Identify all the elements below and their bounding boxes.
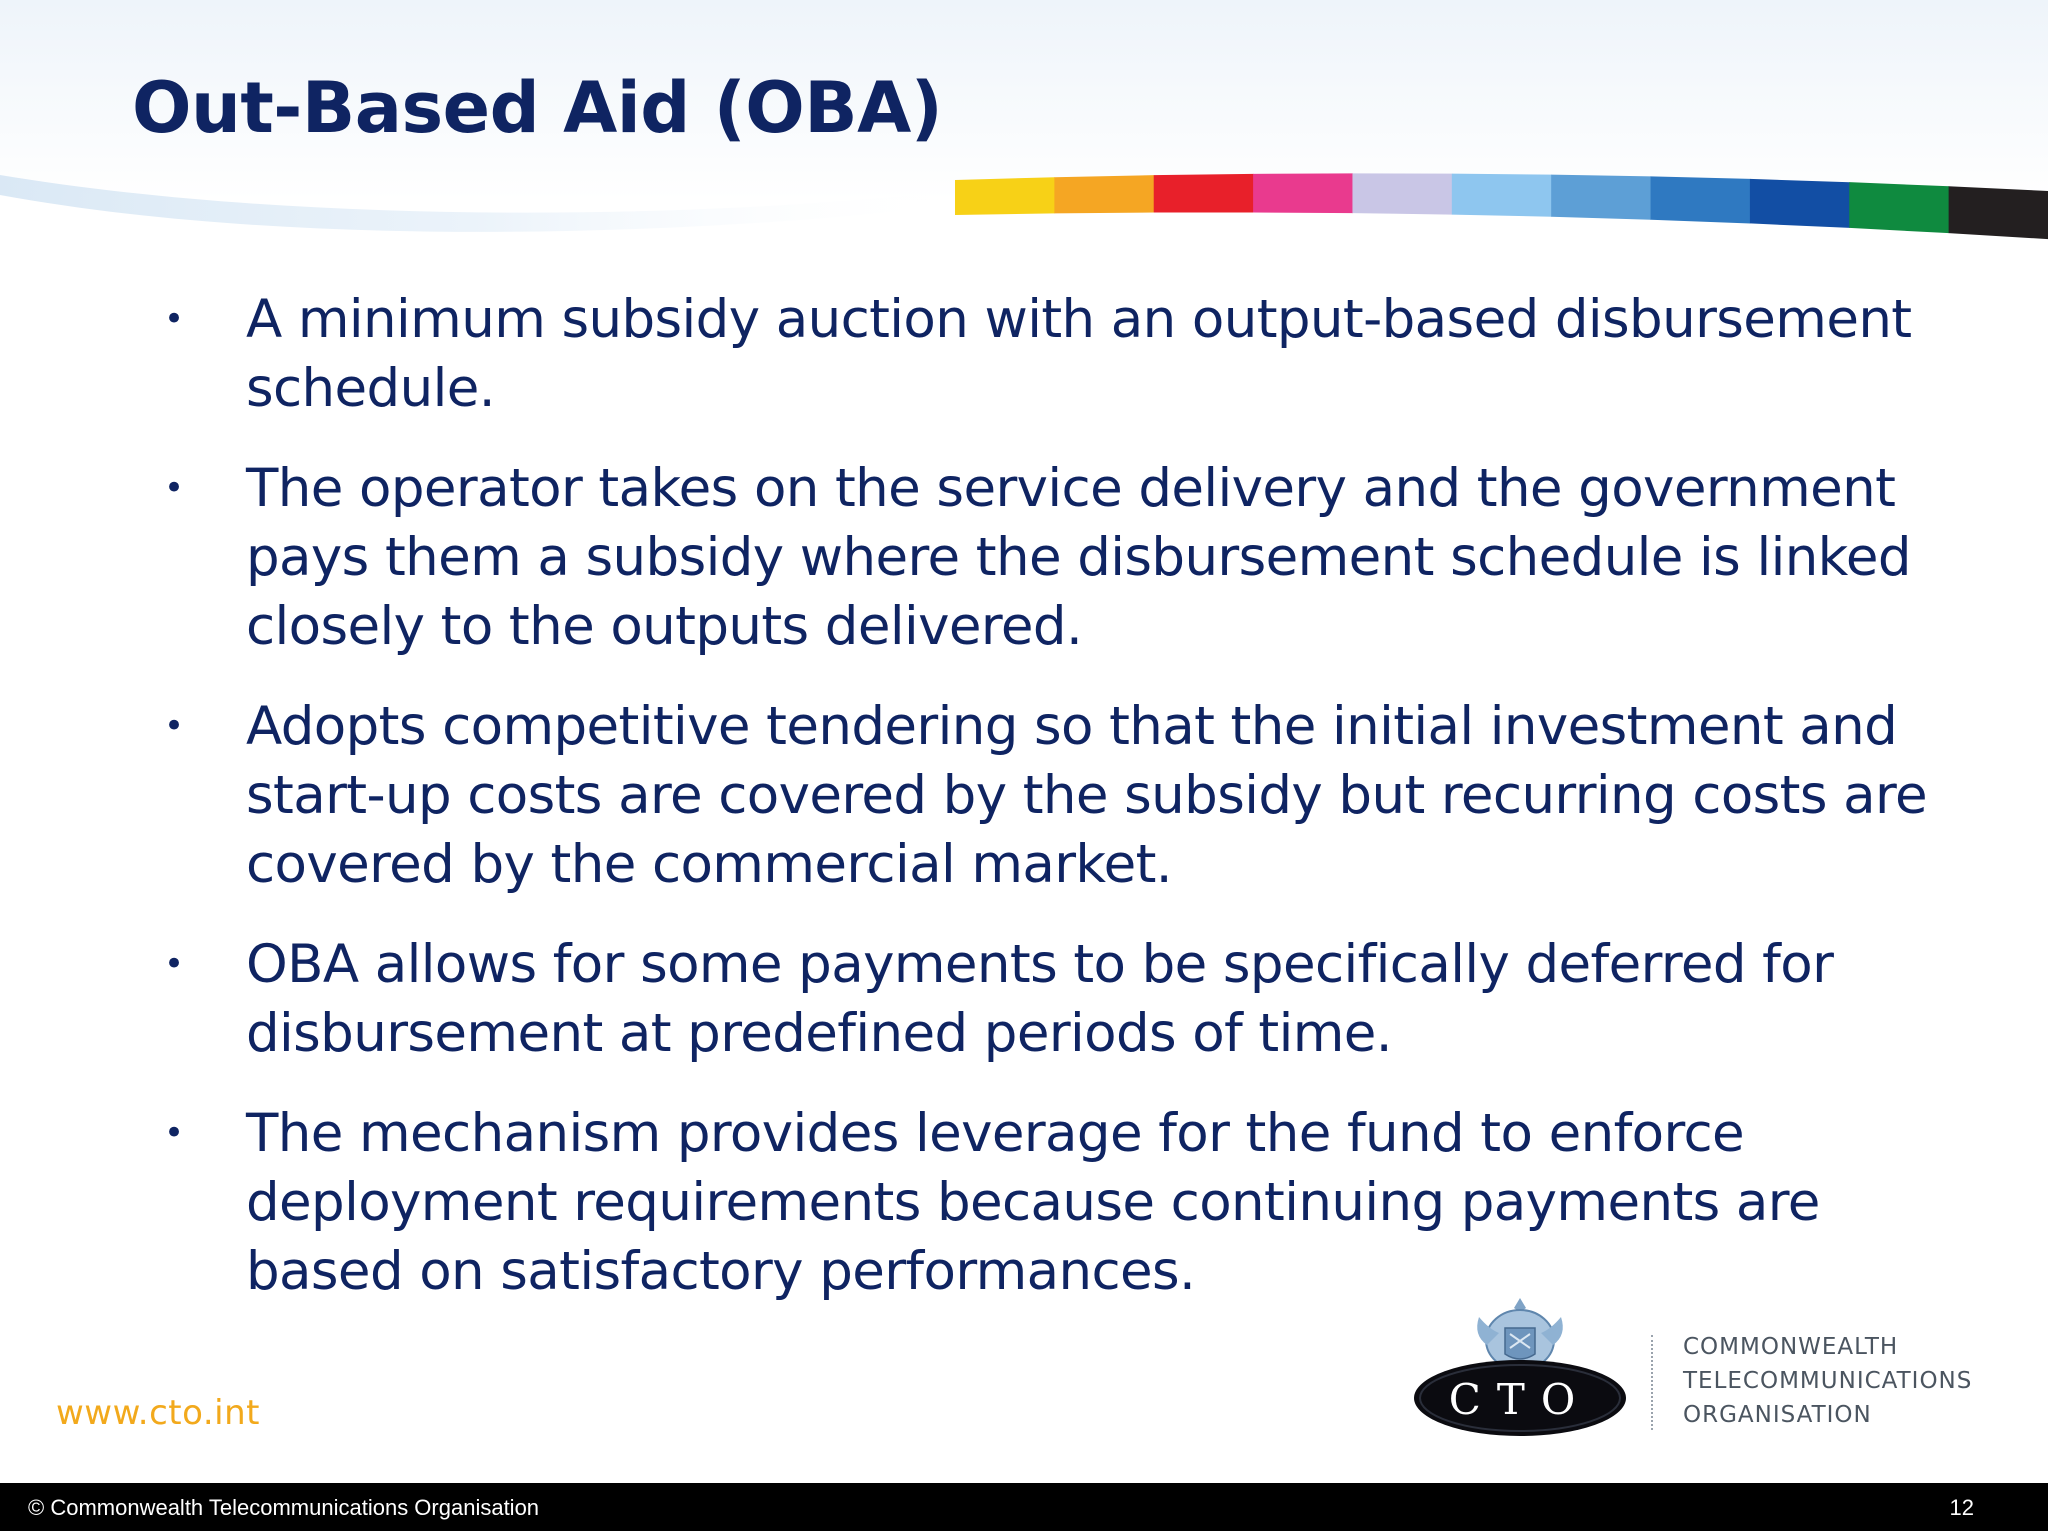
website-link[interactable]: www.cto.int (56, 1393, 260, 1433)
org-name (1683, 1330, 1972, 1432)
org-line: TELECOMMUNICATIONS (1683, 1368, 1973, 1394)
bullet-text: The mechanism provides leverage for the fund to enforce deployment requirements because continuing payments are based on satisfactory performances. (246, 1103, 1820, 1302)
color-band-segment (1253, 173, 1353, 213)
color-band-segment (1154, 174, 1254, 213)
color-band-segment (1949, 186, 2048, 239)
bullet-item (160, 930, 1940, 1068)
color-band-segment (1551, 175, 1651, 220)
bullet-marker: • (164, 299, 184, 339)
slide-title: Out-Based Aid (OBA) (132, 67, 943, 149)
bullet-text: OBA allows for some payments to be specifically deferred for disbursement at predefined periods of time. (246, 934, 1834, 1064)
bullet-item (160, 285, 1940, 423)
logo-divider (1651, 1335, 1653, 1430)
bullet-item (160, 1099, 1940, 1306)
color-band-segment (1849, 182, 1949, 233)
footer-bar (0, 1483, 2048, 1531)
bullet-list (160, 285, 1940, 1337)
crest-icon (1477, 1298, 1563, 1370)
logo-text: CTO (1448, 1375, 1592, 1424)
bullet-marker: • (164, 706, 184, 746)
color-band-segment (1750, 179, 1850, 228)
bullet-marker: • (164, 944, 184, 984)
color-band-segment (1651, 176, 1751, 223)
bullet-text: The operator takes on the service delivery and the government pays them a subsidy where the disbursement schedule is linked closely to the outputs delivered. (246, 458, 1911, 657)
bullet-marker: • (164, 1113, 184, 1153)
bullet-text: A minimum subsidy auction with an output-based disbursement schedule. (246, 289, 1912, 419)
color-band-segment (1352, 173, 1452, 214)
cto-logo (1405, 1290, 1635, 1440)
bullet-item (160, 454, 1940, 661)
bullet-marker: • (164, 468, 184, 508)
color-band-segment (955, 177, 1055, 215)
copyright-text: © Commonwealth Telecommunications Organisation (28, 1495, 540, 1520)
page-number: 12 (1949, 1495, 1974, 1520)
org-line: ORGANISATION (1683, 1402, 1872, 1428)
bullet-item (160, 692, 1940, 899)
color-band-segment (1452, 174, 1552, 217)
color-band-segment (1054, 175, 1154, 213)
org-line: COMMONWEALTH (1683, 1334, 1899, 1360)
bullet-text: Adopts competitive tendering so that the initial investment and start-up costs are covered by the subsidy but recurring costs are covered by the commercial market. (246, 696, 1928, 895)
